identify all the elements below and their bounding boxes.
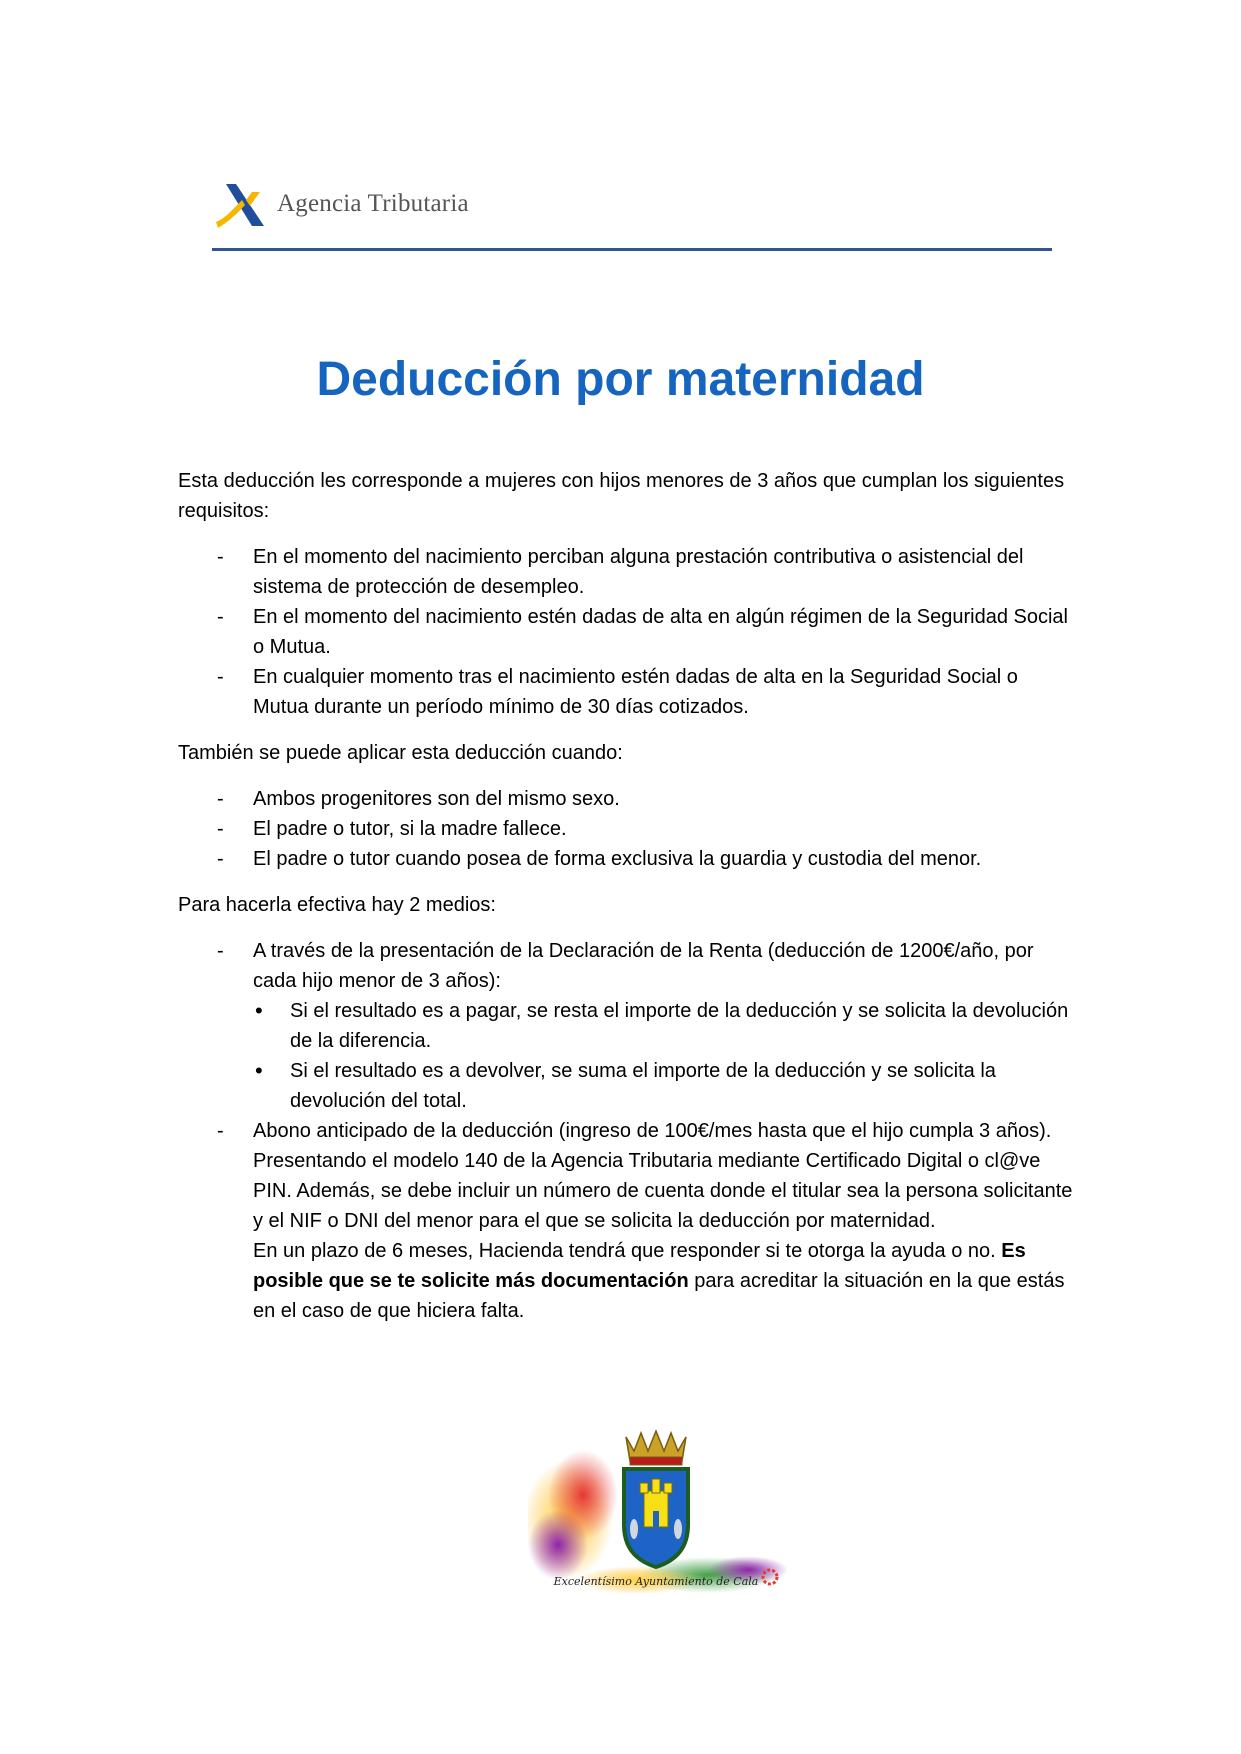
list-item: - En cualquier momento tras el nacimiento estén dadas de alta en la Seguridad Social o Mutua durante un período mínimo de 30 días cotizados. — [178, 662, 1078, 722]
header — [212, 178, 1052, 252]
anticipado-text: Abono anticipado de la deducción (ingreso de 100€/mes hasta que el hijo cumpla 3 años). Presentando el modelo 140 de la Agencia Tributaria mediante Certificado Digital o cl@ve PIN. Además, se debe incluir un número de cuenta donde el titular sea la persona solicitante y el NIF o DNI del menor para el que se solicita la deducción por maternidad. — [253, 1120, 1073, 1232]
requisitos-list — [178, 542, 1078, 722]
casos-list — [178, 784, 1078, 874]
document-body — [178, 466, 1078, 1342]
list-item: • Si el resultado es a pagar, se resta el importe de la deducción y se solicita la devolución de la diferencia. — [253, 996, 1078, 1056]
list-item-anticipado — [178, 1116, 1078, 1326]
renta-sub-list — [253, 996, 1078, 1116]
list-item: - El padre o tutor cuando posea de forma exclusiva la guardia y custodia del menor. — [178, 844, 1078, 874]
list-item: - Ambos progenitores son del mismo sexo. — [178, 784, 1078, 814]
seal-text: Excelentísimo Ayuntamiento de Cala — [553, 1575, 759, 1588]
list-item: • Si el resultado es a devolver, se suma el importe de la deducción y se solicita la devolución del total. — [253, 1056, 1078, 1116]
tambien-paragraph: También se puede aplicar esta deducción cuando: — [178, 742, 623, 764]
plazo-bold-text: Es posible que se te solicite más documentación — [253, 1240, 1026, 1292]
logo-text: Agencia Tributaria — [277, 190, 469, 217]
medios-paragraph: Para hacerla efectiva hay 2 medios: — [178, 894, 496, 916]
medios-list — [178, 936, 1078, 1326]
ayuntamiento-seal-logo — [528, 1425, 788, 1600]
renta-text: A través de la presentación de la Declaración de la Renta (deducción de 1200€/año, por cada hijo menor de 3 años): — [253, 940, 1034, 992]
list-item-renta — [178, 936, 1078, 1116]
plazo-post-text: para acreditar la situación en la que estás en el caso de que hiciera falta. — [253, 1270, 1065, 1322]
header-rule — [212, 248, 1052, 251]
list-item: - En el momento del nacimiento perciban alguna prestación contributiva o asistencial del sistema de protección de desempleo. — [178, 542, 1078, 602]
page-title: Deducción por maternidad — [316, 353, 925, 406]
list-item: - En el momento del nacimiento estén dadas de alta en algún régimen de la Seguridad Social o Mutua. — [178, 602, 1078, 662]
agencia-tributaria-logo-icon — [212, 178, 272, 234]
plazo-text: En un plazo de 6 meses, Hacienda tendrá que responder si te otorga la ayuda o no. — [253, 1240, 1002, 1262]
intro-paragraph: Esta deducción les corresponde a mujeres con hijos menores de 3 años que cumplan los siguientes requisitos: — [178, 470, 1065, 522]
list-item: - El padre o tutor, si la madre fallece. — [178, 814, 1078, 844]
